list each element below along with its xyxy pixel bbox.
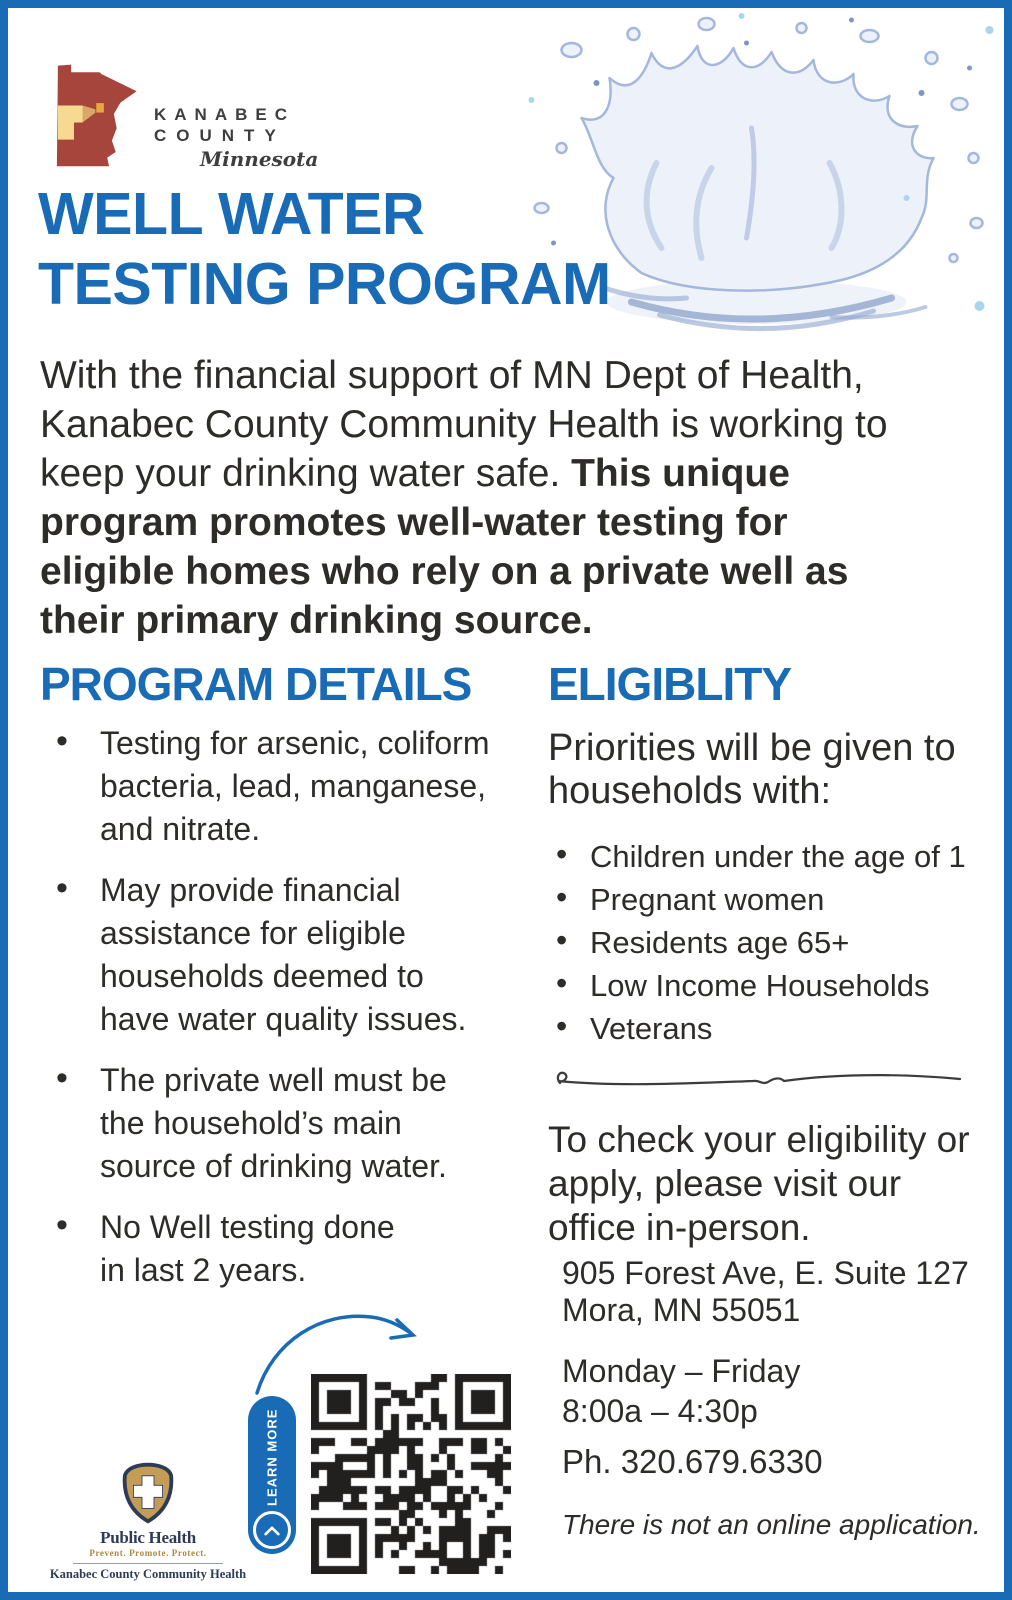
eligibility-section — [548, 660, 990, 1580]
apply-instructions: To check your eligibility or apply, please visit our office in-person. — [548, 1119, 970, 1248]
kanabec-county-logo — [44, 54, 319, 179]
bullet-item: • May provide financial assistance for eligible households deemed to have water quality issues. — [40, 869, 496, 1041]
intro-bold: This unique program promotes well-water testing for eligible homes who rely on a private well as their primary drinking source. — [40, 452, 849, 642]
intro-normal: With the financial support of MN Dept of Health, Kanabec County Community Health is working to keep your drinking water safe. — [40, 354, 888, 495]
hours-times: 8:00a – 4:30p — [562, 1393, 758, 1429]
office-address — [562, 1255, 969, 1329]
title-line2: TESTING PROGRAM — [38, 251, 611, 317]
learn-more-label: LEARN MORE — [264, 1408, 280, 1506]
bullet-item: • Low Income Households — [548, 964, 990, 1007]
phone-number: Ph. 320.679.6330 — [562, 1443, 823, 1480]
bullet-item: • No Well testing done in last 2 years. — [40, 1206, 425, 1292]
bullet-item: • Veterans — [548, 1007, 990, 1050]
public-health-org: Kanabec County Community Health — [49, 1567, 247, 1581]
curved-arrow-icon — [251, 1303, 451, 1398]
qr-code — [311, 1374, 511, 1574]
chevron-circle — [253, 1511, 291, 1549]
logo-text — [154, 104, 318, 171]
bullet-item: • Residents age 65+ — [548, 921, 990, 964]
minnesota-map — [44, 58, 140, 170]
address-line1: 905 Forest Ave, E. Suite 127 — [562, 1255, 969, 1291]
logo-county-line2: COUNTY — [154, 126, 286, 145]
bullet-item: • Testing for arsenic, coliform bacteria, lead, manganese, and nitrate. — [40, 722, 496, 851]
page-title — [38, 179, 611, 319]
public-health-name: Public Health — [100, 1528, 196, 1547]
public-health-tagline: Prevent. Promote. Protect. — [89, 1548, 207, 1558]
bullet-item: • Pregnant women — [548, 878, 990, 921]
program-details-heading: PROGRAM DETAILS — [40, 658, 472, 710]
hours-days: Monday – Friday — [562, 1353, 801, 1389]
title-line1: WELL WATER — [38, 181, 425, 247]
bullet-item: • The private well must be the household’s main source of drinking water. — [40, 1059, 496, 1188]
eligibility-intro: Priorities will be given to households with: — [548, 727, 956, 812]
chevron-up-icon — [263, 1525, 281, 1536]
no-online-application-note: There is not an online application. — [562, 1509, 981, 1540]
public-health-shield-icon — [118, 1462, 178, 1524]
squiggle-divider — [548, 1066, 968, 1094]
bullet-item: • Children under the age of 1 — [548, 835, 990, 878]
logo-state-script: Minnesota — [200, 147, 319, 171]
address-line2: Mora, MN 55051 — [562, 1292, 801, 1328]
eligibility-list — [548, 835, 990, 1050]
eligibility-heading: ELIGIBLITY — [548, 658, 791, 710]
divider-line — [73, 1563, 223, 1564]
program-details-section — [40, 658, 496, 1288]
intro-paragraph — [40, 351, 920, 645]
learn-more-button[interactable] — [248, 1396, 296, 1554]
logo-county-line1: KANABEC — [154, 105, 295, 124]
program-details-list — [40, 722, 496, 1310]
public-health-logo — [38, 1462, 258, 1581]
office-hours — [562, 1351, 800, 1431]
